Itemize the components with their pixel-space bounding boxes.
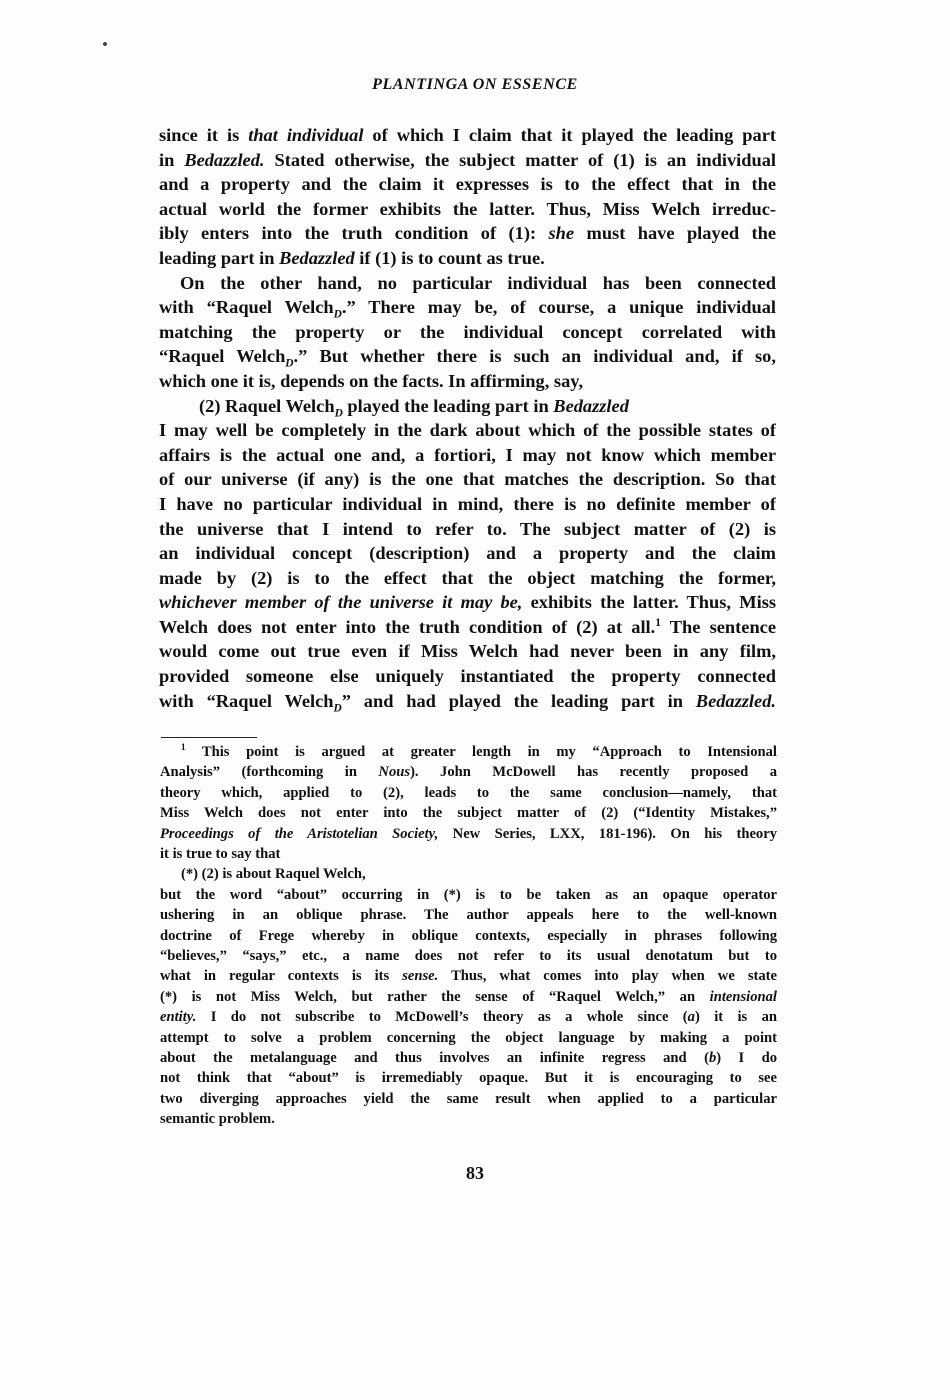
text-run: .” There may be, of course, a unique individual bbox=[341, 297, 776, 318]
text-run: Welch does not enter into the truth condition of (2) at all. bbox=[159, 616, 656, 637]
footnote-line bbox=[160, 926, 777, 946]
text-run: attempt to solve a problem concerning the object language by making a point bbox=[160, 1029, 777, 1046]
text-run: not think that “about” is irremediably opaque. But it is encouraging to see bbox=[160, 1070, 777, 1087]
text-run: (*) (2) is about Raquel Welch, bbox=[181, 866, 366, 883]
text-run: provided someone else uniquely instantiated the property connected bbox=[159, 666, 776, 687]
footnotes bbox=[160, 742, 777, 1129]
text-run: ibly enters into the truth condition of (1): bbox=[159, 223, 549, 244]
text-run: what in regular contexts is its bbox=[160, 968, 403, 985]
text-run: must have played the bbox=[574, 223, 776, 244]
text-run: This point is argued at greater length in my “Approach to Intensional bbox=[185, 744, 777, 760]
italic-text: a bbox=[687, 1009, 695, 1026]
body-line bbox=[159, 172, 776, 197]
footnote-line bbox=[160, 1109, 777, 1129]
text-run: of which I claim that it played the leading part bbox=[363, 125, 776, 145]
text-run: but the word “about” occurring in (*) is to be taken as an opaque operator bbox=[160, 886, 777, 903]
text-run: made by (2) is to the effect that the object matching the former, bbox=[159, 567, 776, 588]
text-run: ushering in an oblique phrase. The author appeals here to the well-known bbox=[160, 907, 777, 924]
body-line bbox=[159, 467, 776, 492]
text-run: which one it is, depends on the facts. In affirming, say, bbox=[159, 370, 584, 391]
footnote-line bbox=[160, 1028, 777, 1048]
text-run: in bbox=[159, 149, 185, 170]
footnote-line bbox=[160, 905, 777, 925]
text-run: if (1) is to count as true. bbox=[354, 247, 545, 268]
text-run: .” But whether there is such an individual and, if so, bbox=[293, 346, 776, 367]
body-line bbox=[159, 418, 776, 443]
footnote-line bbox=[160, 864, 777, 884]
body-line bbox=[159, 492, 776, 517]
body-line bbox=[159, 246, 776, 271]
italic-text: she bbox=[548, 223, 575, 244]
text-run: matching the property or the individual concept correlated with bbox=[159, 321, 776, 342]
text-run: I have no particular individual in mind, there is no definite member of bbox=[159, 493, 776, 514]
body-line bbox=[159, 221, 776, 246]
running-head: PLANTINGA ON ESSENCE bbox=[372, 76, 578, 93]
body-line bbox=[159, 615, 776, 640]
text-run: On the other hand, no particular individual has been connected bbox=[180, 272, 776, 293]
italic-text: Bedazzled. bbox=[184, 149, 265, 170]
text-run: an individual concept (description) and a property and the claim bbox=[159, 543, 776, 564]
body-line bbox=[159, 639, 776, 664]
text-run: “believes,” “says,” etc., a name does not refer to its usual denotatum but to bbox=[160, 947, 777, 964]
text-run: would come out true even if Miss Welch had never been in any film, bbox=[159, 641, 776, 662]
footnote-marker: 1 bbox=[655, 616, 661, 629]
text-run: affairs is the actual one and, a fortiori, I may not know which member bbox=[159, 444, 776, 465]
text-run: and a property and the claim it expresses is to the effect that in the bbox=[159, 174, 776, 195]
text-run: Analysis” (forthcoming in bbox=[160, 764, 379, 781]
italic-text: Nous bbox=[378, 764, 411, 781]
text-run: since it is bbox=[159, 125, 249, 145]
subscript: D bbox=[334, 407, 343, 419]
page-number: 83 bbox=[466, 1163, 484, 1183]
footnote-line bbox=[160, 1068, 777, 1088]
footnote-marker: 1 bbox=[181, 742, 186, 753]
text-run: Miss Welch does not enter into the subject matter of (2) (“Identity Mistakes,” bbox=[160, 805, 777, 822]
text-run: ” and had played the leading part in bbox=[341, 690, 696, 711]
stray-mark bbox=[103, 42, 107, 46]
italic-text: that individual bbox=[248, 125, 364, 145]
body-line bbox=[159, 295, 776, 320]
text-run: with “Raquel Welch bbox=[159, 690, 334, 711]
text-run: theory which, applied to (2), leads to the same conclusion—namely, that bbox=[160, 784, 777, 801]
body-text bbox=[159, 123, 776, 713]
italic-text: Bedazzled bbox=[279, 247, 355, 268]
body-line bbox=[159, 344, 776, 369]
footnote-line bbox=[160, 946, 777, 966]
body-line bbox=[159, 123, 776, 148]
body-line bbox=[159, 394, 776, 419]
footnote-rule bbox=[161, 737, 257, 738]
italic-text: Proceedings of the Aristotelian Society, bbox=[160, 825, 439, 842]
footnote-line bbox=[160, 844, 777, 864]
text-run: ) it is an bbox=[694, 1009, 777, 1026]
italic-text: Bedazzled bbox=[553, 395, 629, 416]
text-run: of our universe (if any) is the one that matches the description. So that bbox=[159, 469, 776, 490]
italic-text: intensional bbox=[709, 988, 777, 1005]
footnote-line bbox=[160, 783, 777, 803]
text-run: exhibits the latter. Thus, Miss bbox=[522, 592, 776, 613]
text-run: about the metalanguage and thus involves an infinite regress and ( bbox=[160, 1049, 709, 1066]
footnote-line bbox=[160, 1007, 777, 1027]
subscript: D bbox=[333, 308, 342, 320]
body-line bbox=[159, 590, 776, 615]
body-line bbox=[159, 517, 776, 542]
body-line bbox=[159, 197, 776, 222]
body-line bbox=[159, 148, 776, 173]
italic-text: whichever member of the universe it may be, bbox=[159, 592, 523, 613]
body-line bbox=[159, 320, 776, 345]
footnote-line bbox=[160, 742, 777, 762]
text-run: New Series, LXX, 181-196). On his theory bbox=[438, 825, 777, 842]
text-run: “Raquel Welch bbox=[159, 346, 286, 367]
body-line bbox=[159, 689, 776, 714]
footnote-line bbox=[160, 966, 777, 986]
text-run: ) I do bbox=[716, 1049, 777, 1066]
body-line bbox=[159, 271, 776, 296]
text-run: with “Raquel Welch bbox=[159, 297, 334, 318]
text-run: Thus, what comes into play when we state bbox=[438, 968, 777, 985]
text-run: semantic problem. bbox=[160, 1111, 275, 1128]
footnote-line bbox=[160, 1089, 777, 1109]
italic-text: entity. bbox=[160, 1009, 197, 1026]
text-run: played the leading part in bbox=[342, 395, 554, 416]
text-run: ). John McDowell has recently proposed a bbox=[410, 764, 777, 781]
text-run: (2) Raquel Welch bbox=[199, 395, 335, 416]
text-run: leading part in bbox=[159, 247, 280, 268]
body-line bbox=[159, 541, 776, 566]
subscript: D bbox=[285, 358, 294, 369]
text-run: the universe that I intend to refer to. The subject matter of (2) is bbox=[159, 518, 776, 539]
text-run: doctrine of Frege whereby in oblique contexts, especially in phrases following bbox=[160, 927, 777, 944]
text-run: it is true to say that bbox=[160, 845, 281, 862]
footnote-line bbox=[160, 803, 777, 823]
text-run: The sentence bbox=[660, 616, 776, 637]
text-run: I do not subscribe to McDowell’s theory as a whole since ( bbox=[196, 1009, 688, 1026]
text-run: (*) is not Miss Welch, but rather the sense of “Raquel Welch,” an bbox=[160, 988, 710, 1005]
text-run: actual world the former exhibits the latter. Thus, Miss Welch irreduc- bbox=[159, 198, 776, 219]
body-line bbox=[159, 664, 776, 689]
italic-text: Bedazzled. bbox=[695, 690, 776, 711]
text-run: I may well be completely in the dark about which of the possible states of bbox=[159, 420, 776, 441]
text-run: Stated otherwise, the subject matter of (1) is an individual bbox=[264, 149, 776, 170]
footnote-line bbox=[160, 824, 777, 844]
italic-text: b bbox=[708, 1049, 717, 1066]
footnote-line bbox=[160, 987, 777, 1007]
italic-text: sense. bbox=[402, 968, 439, 985]
footnote-line bbox=[160, 1048, 777, 1068]
footnote-line bbox=[160, 762, 777, 782]
body-line bbox=[159, 369, 776, 394]
text-run: two diverging approaches yield the same result when applied to a particular bbox=[160, 1090, 777, 1107]
footnote-line bbox=[160, 885, 777, 905]
subscript: D bbox=[333, 702, 342, 714]
body-line bbox=[159, 443, 776, 468]
body-line bbox=[159, 566, 776, 591]
